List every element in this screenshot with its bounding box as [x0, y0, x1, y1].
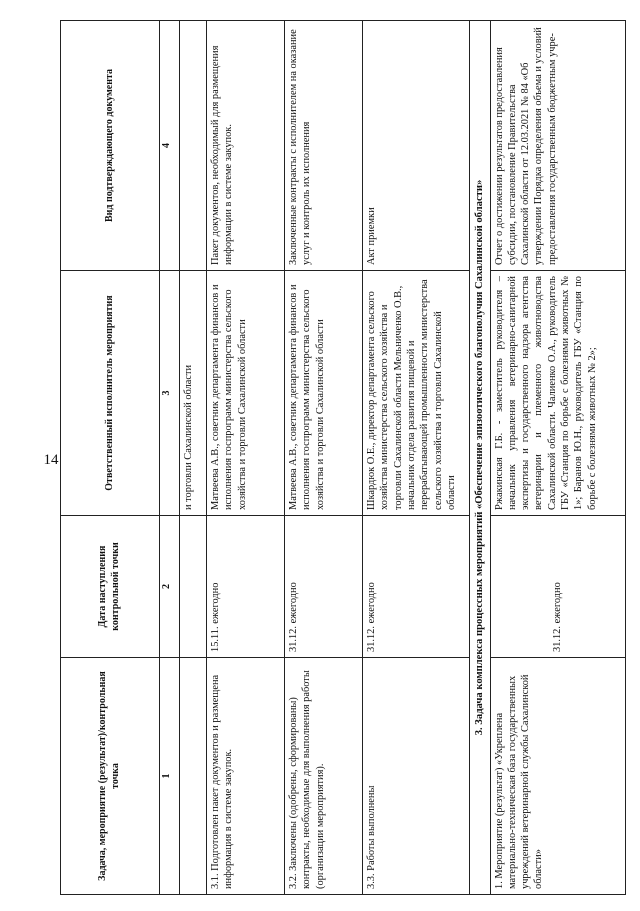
cell-document: Акт приемки	[363, 21, 470, 271]
column-number: 1	[160, 658, 180, 895]
column-number: 4	[160, 21, 180, 271]
table-row	[285, 21, 363, 895]
cell-task: 3.3. Работы выполнены	[363, 658, 470, 895]
cell-date: 31.12. ежегодно	[363, 516, 470, 658]
cell-date	[180, 516, 207, 658]
cell-document: Отчет о достижении результатов предоставления субсидии, постановление Правительства Сахалинской области от 12.03.2021 № 84 «Об утверждении Порядка определения объема и условий предоставления государственным бюджетным учре-	[490, 21, 625, 271]
table-row	[490, 21, 625, 895]
section-row	[470, 21, 491, 895]
table-row	[180, 21, 207, 895]
header-task: Задача, мероприятие (результат)/контрольная точка	[61, 658, 160, 895]
table-header-row	[61, 21, 160, 895]
header-date: Дата наступления контрольной точки	[61, 516, 160, 658]
cell-document	[180, 21, 207, 271]
header-document: Вид подтверждающего документа	[61, 21, 160, 271]
cell-document: Заключенные контракты с исполнителем на оказание услуг и контроль их исполнения	[285, 21, 363, 271]
cell-responsible: Матвеева А.В., советник департамента финансов и исполнения госпрограмм министерства сельского хозяйства и торговли Сахалинской области	[207, 271, 285, 516]
cell-date: 15.11. ежегодно	[207, 516, 285, 658]
table-row	[363, 21, 470, 895]
cell-task: 3.2. Заключены (одобрены, сформированы) контракты, необходимые для выполнения работы (организации мероприятия).	[285, 658, 363, 895]
section-title: 3. Задача комплекса процессных мероприятий «Обеспечение эпизоотического благополучия Сахалинской области»	[470, 21, 491, 895]
column-number: 3	[160, 271, 180, 516]
column-numbers-row	[160, 21, 180, 895]
cell-task	[180, 658, 207, 895]
column-number: 2	[160, 516, 180, 658]
cell-responsible: Ржакинская Г.Б. - заместитель руководителя – начальник управления ветеринарно-санитарной экспертизы и государственного надзора агентства ветеринарии и племенного животноводства Сахалинской области. Чалиенко О.А., руководитель ГБУ «Станция по борьбе с болезнями животных № 1»; Баранов Ю.Н., руководитель ГБУ «Станция по борьбе с болезнями животных № 2»;	[490, 271, 625, 516]
cell-responsible: Шкардюк О.Е., директор департамента сельского хозяйства министерства сельского хозяйства и торговли Сахалинской области Мельниченко О.В., начальник отдела развития пищевой и перерабатывающей промышленности министерства сельского хозяйства и торговли Сахалинской области	[363, 271, 470, 516]
rotated-page	[60, 21, 625, 895]
table-row	[207, 21, 285, 895]
cell-date: 31.12. ежегодно	[490, 516, 625, 658]
cell-responsible: Матвеева А.В., советник департамента финансов и исполнения госпрограмм министерства сельского хозяйства и торговли Сахалинской области	[285, 271, 363, 516]
page-number: 14	[43, 452, 59, 468]
header-responsible: Ответственный исполнитель мероприятия	[61, 271, 160, 516]
cell-task: 1. Мероприятие (результат) «Укреплена материально-техническая база государственных учреждений ветеринарной службы Сахалинской области»	[490, 658, 625, 895]
events-table	[60, 20, 626, 895]
cell-date: 31.12. ежегодно	[285, 516, 363, 658]
cell-task: 3.1. Подготовлен пакет документов и размещена информация в системе закупок.	[207, 658, 285, 895]
cell-document: Пакет документов, необходимый для размещения информации в системе закупок.	[207, 21, 285, 271]
cell-responsible: и торговли Сахалинской области	[180, 271, 207, 516]
